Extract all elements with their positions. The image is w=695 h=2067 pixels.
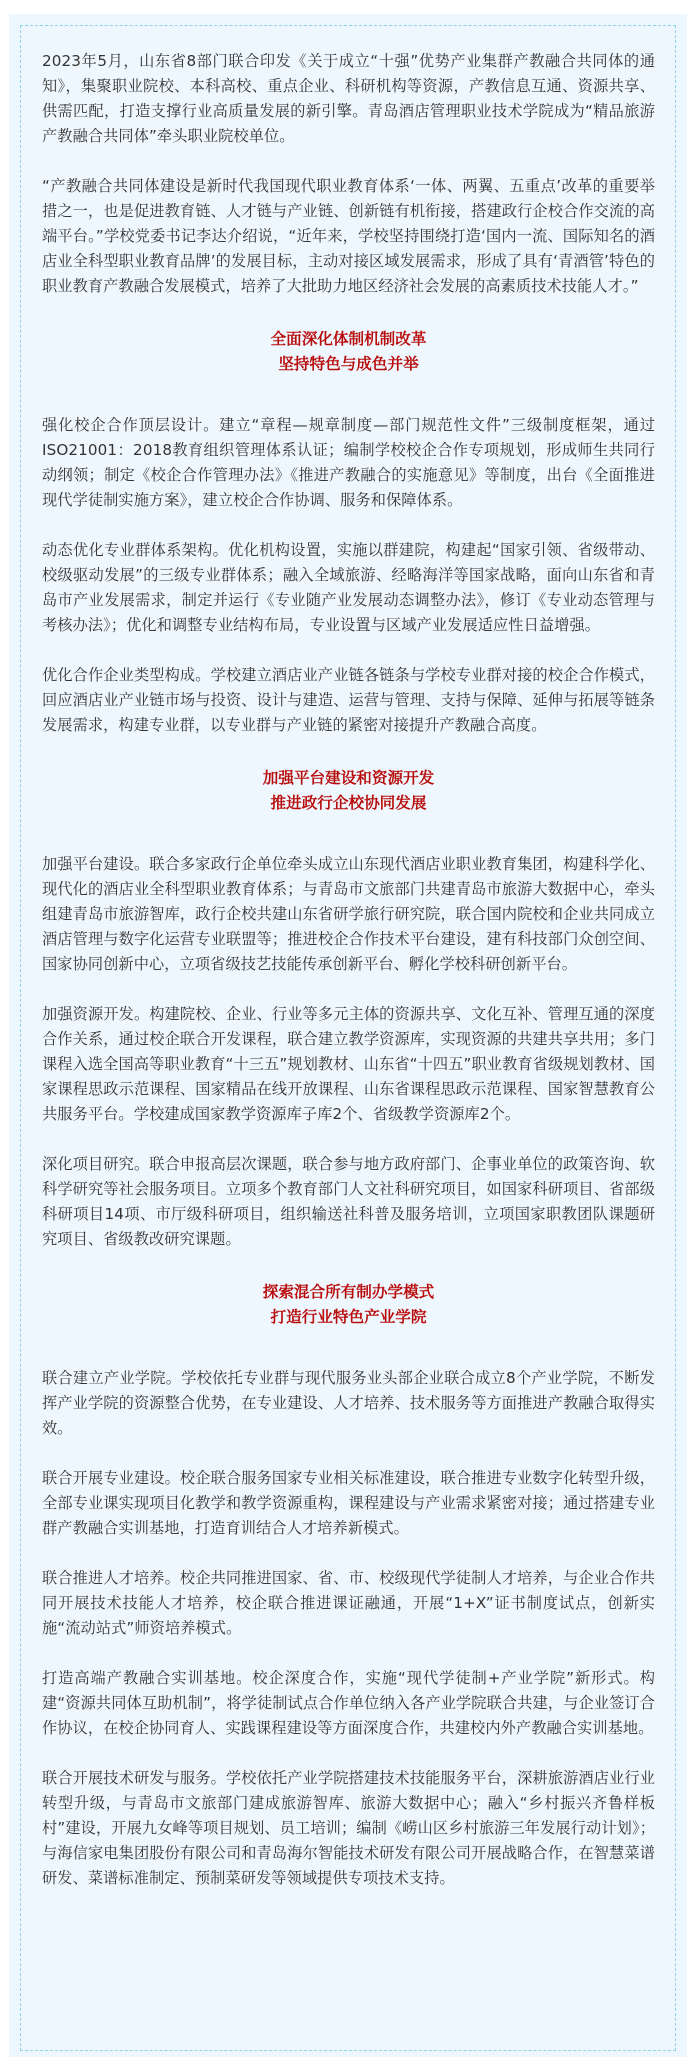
section-heading <box>42 327 655 377</box>
intro-quote-paragraph: “产教融合共同体建设是新时代我国现代职业教育体系‘一体、两翼、五重点’改革的重要举措之一，也是促进教育链、人才链与产业链、创新链有机衔接，搭建政行企校合作交流的高端平台。”学校党委书记李达介绍说，“近年来，学校坚持围绕打造‘国内一流、国际知名的酒店业全科型职业教育品牌’的发展目标，主动对接区域发展需求，形成了具有‘青酒管’特色的职业教育产教融合发展模式，培养了大批助力地区经济社会发展的高素质技术技能人才。” <box>42 177 655 295</box>
section-heading-line: 打造行业特色产业学院 <box>270 1308 427 1326</box>
section-paragraph: 优化合作企业类型构成。学校建立酒店业产业链各链条与学校专业群对接的校企合作模式，回应酒店业产业链市场与投资、设计与建造、运营与管理、支持与保障、延伸与拓展等链条发展需求，构建专业群，以专业群与产业链的紧密对接提升产教融合高度。 <box>42 666 655 734</box>
section-paragraph: 联合开展专业建设。校企联合服务国家专业相关标准建设，联合推进专业数字化转型升级，全部专业课实现项目化教学和教学资源重构，课程建设与产业需求紧密对接；通过搭建专业群产教融合实训基地，打造育训结合人才培养新模式。 <box>42 1469 655 1537</box>
section-paragraph: 联合开展技术研发与服务。学校依托产业学院搭建技术技能服务平台，深耕旅游酒店业行业转型升级，与青岛市文旅部门建成旅游智库、旅游大数据中心；融入“乡村振兴齐鲁样板村”建设，开展九女峰等项目规划、员工培训；编制《崂山区乡村旅游三年发展行动计划》；与海信家电集团股份有限公司和青岛海尔智能技术研发有限公司开展战略合作，在智慧菜谱研发、菜谱标准制定、预制菜研发等领域提供专项技术支持。 <box>42 1769 655 1887</box>
section-heading <box>42 766 655 816</box>
section-heading-line: 探索混合所有制办学模式 <box>262 1283 435 1301</box>
intro-paragraph: 2023年5月，山东省8部门联合印发《关于成立“十强”优势产业集群产教融合共同体的通知》，集聚职业院校、本科高校、重点企业、科研机构等资源，产教信息互通、资源共享、供需匹配，打造支撑行业高质量发展的新引擎。青岛酒店管理职业技术学院成为“精品旅游产教融合共同体”牵头职业院校单位。 <box>42 52 655 145</box>
article-panel <box>9 14 687 2057</box>
section-heading-line: 坚持特色与成色并举 <box>278 355 419 373</box>
section-paragraph: 联合建立产业学院。学校依托专业群与现代服务业头部企业联合成立8个产业学院，不断发挥产业学院的资源整合优势，在专业建设、人才培养、技术服务等方面推进产教融合取得实效。 <box>42 1369 655 1437</box>
dashed-frame <box>20 25 676 2051</box>
section-paragraph: 深化项目研究。联合申报高层次课题，联合参与地方政府部门、企事业单位的政策咨询、软科学研究等社会服务项目。立项多个教育部门人文社科研究项目，如国家科研项目、省部级科研项目14项、市厅级科研项目，组织输送社科普及服务培训，立项国家职教团队课题研究项目、省级教改研究课题。 <box>42 1155 655 1248</box>
section-paragraph: 动态优化专业群体系架构。优化机构设置，实施以群建院，构建起“国家引领、省级带动、校级驱动发展”的三级专业群体系；融入全域旅游、经略海洋等国家战略，面向山东省和青岛市产业发展需求，制定并运行《专业随产业发展动态调整办法》，修订《专业动态管理与考核办法》；优化和调整专业结构布局，专业设置与区域产业发展适应性日益增强。 <box>42 541 655 634</box>
section-paragraph: 联合推进人才培养。校企共同推进国家、省、市、校级现代学徒制人才培养，与企业合作共同开展技术技能人才培养，校企联合推进课证融通，开展“1+X”证书制度试点，创新实施“流动站式”师资培养模式。 <box>42 1569 655 1637</box>
section-heading-line: 全面深化体制机制改革 <box>270 330 427 348</box>
section-paragraph: 强化校企合作顶层设计。建立“章程—规章制度—部门规范性文件”三级制度框架，通过ISO21001：2018教育组织管理体系认证；编制学校校企合作专项规划，形成师生共同行动纲领；制定《校企合作管理办法》《推进产教融合的实施意见》等制度，出台《全面推进现代学徒制实施方案》，建立校企合作协调、服务和保障体系。 <box>42 416 655 509</box>
section-paragraph: 加强平台建设。联合多家政行企单位牵头成立山东现代酒店业职业教育集团，构建科学化、现代化的酒店业全科型职业教育体系；与青岛市文旅部门共建青岛市旅游大数据中心，牵头组建青岛市旅游智库，政行企校共建山东省研学旅行研究院，联合国内院校和企业共同成立酒店管理与数字化运营专业联盟等；推进校企合作技术平台建设，建有科技部门众创空间、国家协同创新中心，立项省级技艺技能传承创新平台、孵化学校科研创新平台。 <box>42 855 655 973</box>
section-heading-line: 加强平台建设和资源开发 <box>262 769 435 787</box>
section-paragraph: 加强资源开发。构建院校、企业、行业等多元主体的资源共享、文化互补、管理互通的深度合作关系，通过校企联合开发课程，联合建立教学资源库，实现资源的共建共享共用；多门课程入选全国高等职业教育“十三五”规划教材、山东省“十四五”职业教育省级规划教材、国家课程思政示范课程、国家精品在线开放课程、山东省课程思政示范课程、国家智慧教育公共服务平台。学校建成国家教学资源库子库2个、省级教学资源库2个。 <box>42 1005 655 1123</box>
section-heading <box>42 1280 655 1330</box>
section-paragraph: 打造高端产教融合实训基地。校企深度合作，实施“现代学徒制+产业学院”新形式。构建“资源共同体互助机制”，将学徒制试点合作单位纳入各产业学院联合共建，与企业签订合作协议，在校企协同育人、实践课程建设等方面深度合作，共建校内外产教融合实训基地。 <box>42 1669 655 1737</box>
section-heading-line: 推进政行企校协同发展 <box>270 794 427 812</box>
